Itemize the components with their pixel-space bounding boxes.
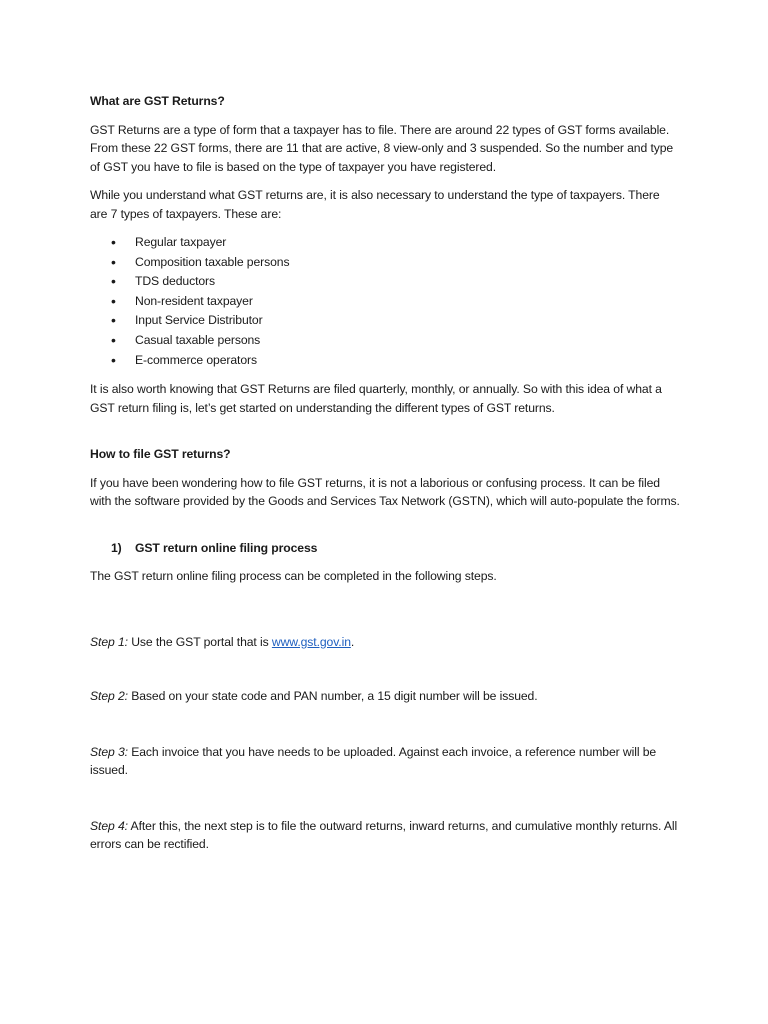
paragraph-gst-returns-definition: GST Returns are a type of form that a taxpayer has to file. There are around 22 types of GST forms available. From these 22 GST forms, there are 11 that are active, 8 view-only and 3 suspended. So the number and type of GST you have to file is based on the type of taxpayer you have registered. (90, 122, 674, 174)
bullet-icon: • (111, 234, 116, 250)
bullet-icon: • (111, 312, 116, 329)
list-item (90, 233, 680, 253)
step-text: Use the GST portal that is (127, 634, 272, 649)
step-1 (90, 633, 680, 652)
list-item-text: Composition taxable persons (135, 254, 290, 269)
step-label: Step 1: (90, 634, 128, 649)
step-2 (90, 687, 680, 706)
list-item (90, 351, 680, 371)
step-label: Step 2: (90, 689, 128, 704)
bullet-icon: • (111, 273, 116, 290)
step-label: Step 3: (90, 744, 128, 759)
list-item (90, 331, 680, 351)
step-3 (90, 743, 680, 780)
spacer (90, 596, 680, 633)
list-item-text: Non-resident taxpayer (135, 293, 253, 308)
step-4 (90, 817, 680, 854)
bullet-icon: • (111, 253, 116, 270)
section-heading-what-are-gst-returns: What are GST Returns? (90, 94, 225, 108)
step-text: Based on your state code and PAN number, a 15 digit number will be issued. (127, 689, 538, 704)
spacer (90, 706, 680, 743)
list-item-text: TDS deductors (135, 274, 215, 289)
paragraph-how-to-file: If you have been wondering how to file GST returns, it is not a laborious or confusing process. It can be filed with the software provided by the Goods and Services Tax Network (GSTN), which will auto-populate the forms. (90, 475, 680, 509)
list-item (90, 292, 680, 312)
list-item (90, 311, 680, 331)
spacer (90, 651, 680, 687)
list-item-text: Casual taxable persons (135, 332, 261, 347)
list-item (90, 272, 680, 292)
bullet-icon: • (111, 292, 116, 309)
paragraph-online-filing-intro: The GST return online filing process can be completed in the following steps. (90, 569, 497, 584)
list-item-text: E-commerce operators (135, 352, 257, 367)
paragraph-filing-frequency: It is also worth knowing that GST Returns are filed quarterly, monthly, or annually. So with this idea of what a GST return filing is, let’s get started on understanding the different types of GST returns. (90, 382, 662, 415)
subsection-number: 1) (111, 540, 122, 555)
list-item-text: Input Service Distributor (135, 313, 263, 328)
document-page (90, 92, 680, 854)
step-text: Each invoice that you have needs to be uploaded. Against each invoice, a reference number will be issued. (90, 744, 657, 778)
section-heading-how-to-file: How to file GST returns? (90, 447, 231, 462)
spacer (90, 427, 680, 445)
bullet-icon: • (111, 351, 116, 368)
subsection-title: GST return online filing process (135, 540, 318, 555)
bullet-icon: • (111, 331, 116, 348)
spacer (90, 521, 680, 539)
list-item (90, 253, 680, 273)
gst-portal-link[interactable]: www.gst.gov.in (271, 634, 351, 649)
step-label: Step 4: (90, 818, 128, 833)
spacer (90, 780, 680, 817)
subsection-heading-online-filing (90, 539, 680, 558)
taxpayer-types-list (90, 233, 680, 370)
step-text-end: . (350, 634, 355, 649)
step-text: After this, the next step is to file the outward returns, inward returns, and cumulative monthly returns. All errors can be rectified. (90, 818, 678, 852)
paragraph-taxpayer-types-intro: While you understand what GST returns are, it is also necessary to understand the type of taxpayers. There are 7 types of taxpayers. These are: (90, 188, 660, 221)
list-item-text: Regular taxpayer (135, 235, 227, 249)
